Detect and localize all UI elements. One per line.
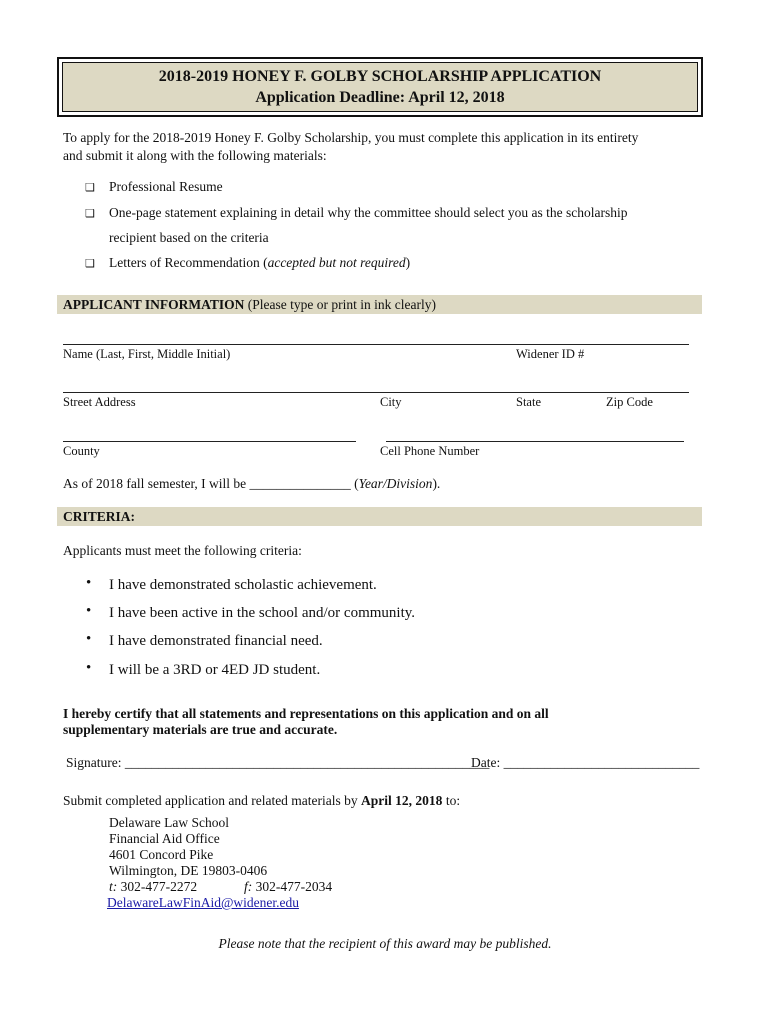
address-line-1: Delaware Law School [109, 815, 229, 830]
submit-date: April 12, 2018 [361, 793, 443, 808]
material-resume: Professional Resume [109, 179, 223, 194]
semester-italic: Year/Division [358, 476, 433, 491]
email-link[interactable]: DelawareLawFinAid@widener.edu [107, 895, 299, 910]
rec-end: ) [405, 255, 411, 270]
publication-note: Please note that the recipient of this award may be published. [218, 936, 552, 951]
criteria-item: I will be a 3RD or 4ED JD student. [109, 662, 321, 678]
submit-prefix: Submit completed application and related materials by [63, 793, 362, 808]
applicant-info-heading [57, 295, 702, 314]
cell-phone-label: Cell Phone Number [380, 444, 480, 458]
criteria-intro: Applicants must meet the following criteria: [63, 543, 302, 558]
rec-text: Letters of Recommendation ( [109, 255, 268, 270]
address-line-2: Financial Aid Office [109, 831, 220, 846]
submit-suffix: to: [442, 793, 461, 808]
applicant-heading-text: APPLICANT INFORMATION [63, 297, 245, 312]
title-banner [62, 62, 698, 112]
city-label: City [380, 395, 402, 409]
submit-instructions [63, 791, 460, 811]
application-deadline: Application Deadline: April 12, 2018 [255, 89, 505, 106]
page-title: 2018-2019 HONEY F. GOLBY SCHOLARSHIP APPLICATION [158, 68, 602, 85]
certify-line-1: I hereby certify that all statements and representations on this application and on all [63, 706, 549, 721]
date-field[interactable]: Date: _____________________________ [471, 755, 700, 770]
checkbox-icon: ❑ [85, 182, 95, 194]
semester-prefix: As of 2018 fall semester, I will be _______________ ( [63, 476, 359, 491]
intro-line-2: and submit it along with the following materials: [63, 148, 327, 163]
address-line-4: Wilmington, DE 19803-0406 [109, 863, 268, 878]
bullet-icon: • [86, 603, 92, 619]
tel-label: t: [109, 879, 118, 894]
fax-number: 302-477-2034 [252, 879, 333, 894]
address-field[interactable] [63, 392, 689, 393]
material-statement-cont: recipient based on the criteria [109, 230, 269, 245]
street-label: Street Address [63, 395, 136, 409]
semester-statement [63, 474, 440, 494]
name-label: Name (Last, First, Middle Initial) [63, 347, 231, 361]
zip-label: Zip Code [606, 395, 653, 409]
certify-line-2: supplementary materials are true and accurate. [63, 722, 338, 737]
bullet-icon: • [86, 575, 92, 591]
bullet-icon: • [86, 660, 92, 676]
rec-note: accepted but not required [267, 255, 406, 270]
checkbox-icon: ❑ [85, 258, 95, 270]
criteria-item: I have been active in the school and/or community. [109, 605, 416, 621]
title-box [57, 57, 703, 117]
widener-id-label: Widener ID # [516, 347, 585, 361]
signature-field[interactable]: Signature: ______________________________________________________ [66, 755, 490, 770]
criteria-heading: CRITERIA: [57, 507, 702, 526]
material-statement: One-page statement explaining in detail why the committee should select you as the scholarship [109, 205, 628, 220]
material-recommendation [109, 253, 410, 273]
state-label: State [516, 395, 541, 409]
cell-phone-field[interactable] [386, 441, 684, 442]
county-field[interactable] [63, 441, 356, 442]
tel-number: 302-477-2272 [117, 879, 198, 894]
applicant-heading-note: (Please type or print in ink clearly) [244, 297, 436, 312]
fax-label: f: [244, 879, 253, 894]
name-field[interactable] [63, 344, 689, 345]
checkbox-icon: ❑ [85, 208, 95, 220]
address-line-3: 4601 Concord Pike [109, 847, 214, 862]
criteria-item: I have demonstrated scholastic achievement. [109, 577, 377, 593]
intro-line-1: To apply for the 2018-2019 Honey F. Golby Scholarship, you must complete this application in its entirety [63, 130, 639, 145]
bullet-icon: • [86, 631, 92, 647]
criteria-item: I have demonstrated financial need. [109, 633, 323, 649]
semester-end: ). [432, 476, 441, 491]
county-label: County [63, 444, 100, 458]
